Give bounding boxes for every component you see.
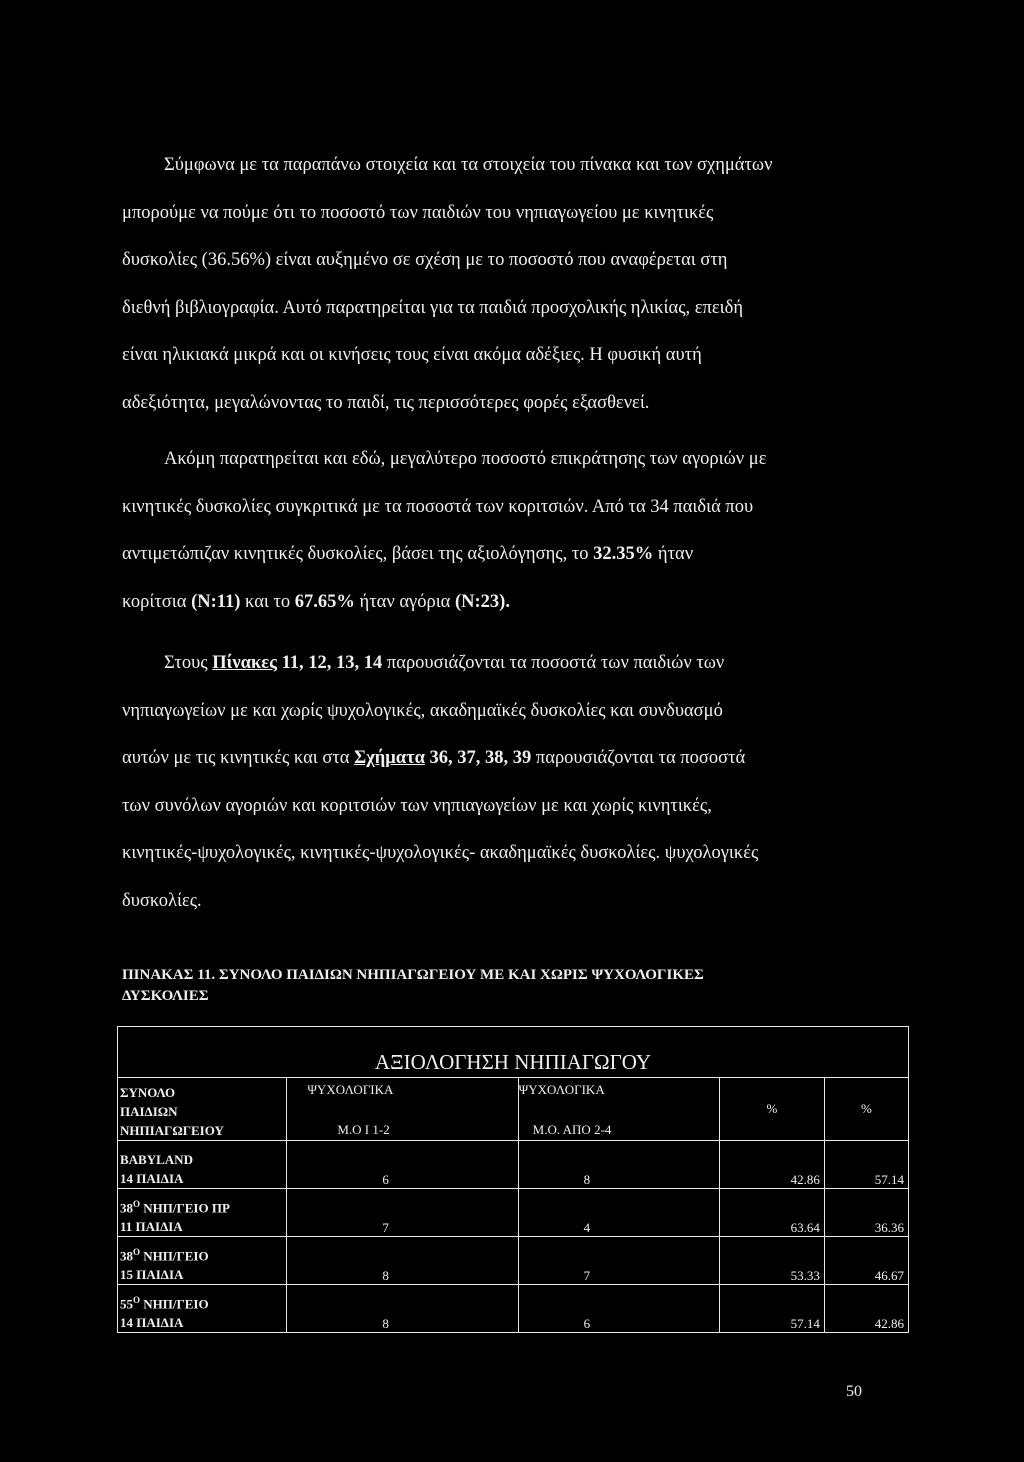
header-line: ΝΗΠΙΑΓΩΓΕΙΟΥ <box>120 1123 224 1138</box>
paragraph-3 <box>122 640 868 925</box>
cell-value: 42.86 <box>720 1141 825 1189</box>
cell-value: 8 <box>287 1237 518 1285</box>
table-title: ΑΞΙΟΛΟΓΗΣΗ ΝΗΠΙΑΓΩΓΟΥ <box>118 1027 909 1078</box>
row-label-sup: Ο <box>133 1198 141 1209</box>
row-label-text: ΝΗΠ/ΓΕΙΟ <box>140 1296 209 1311</box>
caption-line: ΔΥΣΚΟΛΙΕΣ <box>122 988 209 1004</box>
text-span: ήταν αγόρια <box>354 591 455 612</box>
row-label-line <box>120 1243 284 1265</box>
text-span: ήταν <box>653 544 694 564</box>
row-label <box>118 1189 287 1237</box>
paragraph-line <box>122 579 868 627</box>
cell-value: 63.64 <box>720 1189 825 1237</box>
row-label-line: 14 ΠΑΙΔΙΑ <box>120 1171 184 1186</box>
row-label-text: ΝΗΠ/ΓΕΙΟ <box>140 1248 209 1263</box>
figures-numbers: 36, 37, 38, 39 <box>424 748 532 768</box>
row-label-sup: Ο <box>133 1246 141 1257</box>
row-label-line: 11 ΠΑΙΔΙΑ <box>120 1219 183 1234</box>
cell-value: 7 <box>518 1237 719 1285</box>
paragraph-line: δυσκολίες. <box>122 890 202 911</box>
header-line: ΨΥΧΟΛΟΓΙΚΑ <box>307 1082 394 1097</box>
data-table <box>117 1026 909 1333</box>
page-number: 50 <box>846 1383 862 1400</box>
paragraph-line: διεθνή βιβλιογραφία. Αυτό παρατηρείται για τα παιδιά προσχολικής ηλικίας, επειδή <box>122 297 744 318</box>
paragraph-line: Σύμφωνα με τα παραπάνω στοιχεία και τα στοιχεία του πίνακα και των σχημάτων <box>164 155 773 175</box>
row-label-line <box>120 1291 284 1313</box>
text-span: παρουσιάζονται τα ποσοστά <box>531 748 746 768</box>
cell-value: 57.14 <box>720 1285 825 1333</box>
row-label <box>118 1141 287 1189</box>
table-row <box>118 1237 909 1285</box>
row-label-line: 15 ΠΑΙΔΙΑ <box>120 1267 184 1282</box>
figures-reference: Σχήματα <box>354 748 425 768</box>
row-label-line <box>120 1195 284 1217</box>
table-caption <box>122 965 872 1007</box>
paragraph-line: αδεξιότητα, μεγαλώνοντας το παιδί, τις περισσότερες φορές εξασθενεί. <box>122 392 650 413</box>
header-percent-2: % <box>824 1078 908 1141</box>
text-span: αυτών με τις κινητικές και στα <box>122 748 355 768</box>
row-label-line: 14 ΠΑΙΔΙΑ <box>120 1315 184 1330</box>
cell-value: 8 <box>287 1285 518 1333</box>
paragraph-line: νηπιαγωγείων με και χωρίς ψυχολογικές, ακαδημαϊκές δυσκολίες και συνδυασμό <box>122 700 723 721</box>
header-total-children <box>118 1078 287 1141</box>
paragraph-line <box>122 735 868 783</box>
cell-value: 53.33 <box>720 1237 825 1285</box>
row-label <box>118 1237 287 1285</box>
paragraph-line: κινητικές δυσκολίες συγκριτικά με τα ποσοστά των κοριτσιών. Από τα 34 παιδιά που <box>122 496 754 517</box>
text-span: και το <box>240 591 295 612</box>
count-girls: (Ν:11) <box>191 591 241 612</box>
header-line: ΣΥΝΟΛΟ <box>120 1085 176 1100</box>
table-row <box>118 1285 909 1333</box>
row-label-number: 38 <box>120 1248 133 1263</box>
row-label-line: BABYLAND <box>120 1152 193 1167</box>
cell-value: 57.14 <box>824 1141 908 1189</box>
header-psychological-2 <box>518 1078 719 1141</box>
paragraph-line: μπορούμε να πούμε ότι το ποσοστό των παιδιών του νηπιαγωγείου με κινητικές <box>122 202 714 223</box>
cell-value: 8 <box>518 1141 719 1189</box>
text-span: κορίτσια <box>122 591 192 612</box>
paragraph-line: δυσκολίες (36.56%) είναι αυξημένο σε σχέση με το ποσοστό που αναφέρεται στη <box>122 250 728 270</box>
row-label-number: 38 <box>120 1200 133 1215</box>
header-line: ΨΥΧΟΛΟΓΙΚΑ <box>518 1082 605 1097</box>
paragraph-line <box>122 640 868 688</box>
cell-value: 4 <box>518 1189 719 1237</box>
header-line: Μ.Ο. ΑΠΟ 2-4 <box>532 1122 612 1137</box>
tables-numbers: 11, 12, 13, 14 <box>276 653 383 673</box>
header-line: Μ.Ο Ι 1-2 <box>337 1122 390 1137</box>
percentage-girls: 32.35% <box>593 544 654 564</box>
row-label-sup: Ο <box>133 1294 141 1305</box>
cell-value: 42.86 <box>824 1285 908 1333</box>
paragraph-line: κινητικές-ψυχολογικές, κινητικές-ψυχολογικές- ακαδημαϊκές δυσκολίες. ψυχολογικές <box>122 843 759 863</box>
row-label-number: 55 <box>120 1296 133 1311</box>
header-line: ΠΑΙΔΙΩΝ <box>120 1104 178 1119</box>
text-span: παρουσιάζονται τα ποσοστά των παιδιών των <box>382 653 725 673</box>
row-label-text: ΝΗΠ/ΓΕΙΟ ΠΡ <box>140 1200 230 1215</box>
header-percent-1: % <box>720 1078 825 1141</box>
cell-value: 46.67 <box>824 1237 908 1285</box>
cell-value: 7 <box>287 1189 518 1237</box>
percentage-boys: 67.65% <box>294 591 355 612</box>
cell-value: 6 <box>518 1285 719 1333</box>
caption-line: ΠΙΝΑΚΑΣ 11. ΣΥΝΟΛΟ ΠΑΙΔΙΩΝ ΝΗΠΙΑΓΩΓΕΙΟΥ ΜΕ ΚΑΙ ΧΩΡΙΣ ΨΥΧΟΛΟΓΙΚΕΣ <box>122 967 704 983</box>
tables-reference: Πίνακες <box>212 653 277 673</box>
table-title-row <box>118 1027 909 1078</box>
row-label <box>118 1285 287 1333</box>
count-boys: (Ν:23). <box>454 591 510 612</box>
cell-value: 36.36 <box>824 1189 908 1237</box>
text-span: Στους <box>164 653 213 673</box>
paragraph-line <box>122 531 868 579</box>
text-span: αντιμετώπιζαν κινητικές δυσκολίες, βάσει της αξιολόγησης, το <box>122 544 594 564</box>
paragraph-line: των συνόλων αγοριών και κοριτσιών των νηπιαγωγείων με και χωρίς κινητικές, <box>122 795 712 816</box>
table-row <box>118 1141 909 1189</box>
header-psychological-1 <box>287 1078 518 1141</box>
paragraph-line: Ακόμη παρατηρείται και εδώ, μεγαλύτερο ποσοστό επικράτησης των αγοριών με <box>164 449 767 469</box>
paragraph-1 <box>122 142 868 427</box>
paragraph-line: είναι ηλικιακά μικρά και οι κινήσεις τους είναι ακόμα αδέξιες. Η φυσική αυτή <box>122 345 702 365</box>
cell-value: 6 <box>287 1141 518 1189</box>
table-row <box>118 1189 909 1237</box>
paragraph-2 <box>122 436 868 626</box>
table-header-row <box>118 1078 909 1141</box>
